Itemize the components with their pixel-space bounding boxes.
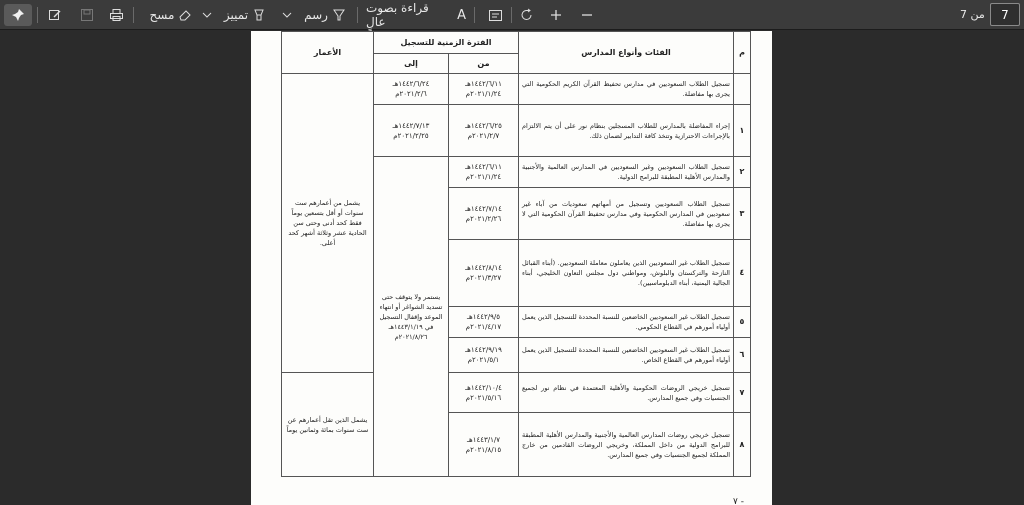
row-num: ٥ [734, 307, 751, 338]
toolbar-separator [474, 7, 475, 23]
eraser-icon [178, 8, 192, 22]
save-button[interactable] [76, 4, 98, 26]
draw-button[interactable] [300, 4, 350, 26]
row-from-date: ١٤٤٢/٦/٢٥هـ ٢٠٢١/٢/٧م [449, 105, 519, 157]
highlight-button[interactable] [219, 4, 271, 26]
registration-schedule-table [281, 31, 751, 477]
view-mode-button[interactable] [484, 4, 506, 26]
row-num: ٣ [734, 188, 751, 240]
row-category: تسجيل خريجي الروضات الحكومية والأهلية المعتمدة في نظام نور لجميع الجنسيات وفي جميع المدارس. [519, 373, 734, 413]
row-to-date: ١٤٤٢/٧/١٣هـ ٢٠٢١/٢/٢٥م [374, 105, 449, 157]
header-from: من [449, 54, 519, 74]
row-from-date: ١٤٤٢/٧/١٤هـ ٢٠٢١/٢/٢٦م [449, 188, 519, 240]
row-num: ٦ [734, 338, 751, 373]
pen-icon [332, 8, 346, 22]
row-category: تسجيل الطلاب غير السعوديين الذين يعاملون معاملة السعوديين. (أبناء القبائل النازحة والتركستان والبلوش، ومواطني دول مجلس التعاون الخليجي، أبناء الجالية اليمنية، أبناء الدبلوماسيين). [519, 240, 734, 307]
row-category: تسجيل الطلاب السعوديين وغير السعوديين في المدارس العالمية والأجنبية والمدارس الأهلية المطبقة للبرامج الدولية. [519, 157, 734, 188]
printer-icon [109, 8, 124, 22]
row-from-date: ١٤٤٢/٦/١١هـ ٢٠٢١/١/٢٤م [449, 74, 519, 105]
toolbar-separator [357, 7, 358, 23]
highlight-dropdown[interactable] [200, 4, 214, 26]
zoom-out-button[interactable] [576, 4, 598, 26]
chevron-down-icon [202, 12, 212, 18]
header-period: الفترة الزمنية للتسجيل [374, 32, 519, 54]
table-row [282, 373, 751, 413]
read-aloud-button[interactable] [366, 1, 466, 29]
toolbar-separator [133, 7, 134, 23]
row-num: ٨ [734, 413, 751, 477]
highlighter-icon [252, 8, 266, 22]
text-note-icon [48, 8, 62, 22]
print-button[interactable] [105, 4, 127, 26]
toolbar-separator [511, 7, 512, 23]
row-category: تسجيل الطلاب غير السعوديين الخاضعين للنسبة المحددة للتسجيل الذين يعمل أولياء أمورهم في القطاع الخاص. [519, 338, 734, 373]
pdf-page [251, 31, 772, 505]
erase-button[interactable] [146, 4, 196, 26]
plus-icon [550, 9, 562, 21]
row-from-date: ١٤٤٢/٩/٥هـ ٢٠٢١/٤/١٧م [449, 307, 519, 338]
pin-toolbar-button[interactable] [4, 4, 32, 26]
page-count-label: من 7 [960, 8, 985, 21]
row-num: ٢ [734, 157, 751, 188]
row-from-date: ١٤٤٣/١/٧هـ ٢٠٢١/٨/١٥م [449, 413, 519, 477]
minus-icon [581, 9, 593, 21]
add-text-button[interactable] [44, 4, 66, 26]
row-from-date: ١٤٤٢/٨/١٤هـ ٢٠٢١/٣/٢٧م [449, 240, 519, 307]
page-number-input[interactable]: 7 [990, 3, 1020, 26]
rotate-icon [520, 8, 534, 22]
row-from-date: ١٤٤٢/١٠/٤هـ ٢٠٢١/٥/١٦م [449, 373, 519, 413]
row-from-date: ١٤٤٢/٩/١٩هـ ٢٠٢١/٥/١م [449, 338, 519, 373]
draw-dropdown[interactable] [280, 4, 294, 26]
row-category: تسجيل الطلاب السعوديين وتسجيل من أمهاتهم سعوديات من آباء غير سعوديين في المدارس الحكومية وفي مدارس تحفيظ القرآن الحكومية التي لا يجرى بها مفاضلة. [519, 188, 734, 240]
header-num: م [734, 32, 751, 74]
reader-toolbar [0, 0, 1024, 30]
header-to: إلى [374, 54, 449, 74]
toolbar-separator [37, 7, 38, 23]
text-size-icon: A [457, 7, 466, 23]
draw-label: رسم [304, 8, 328, 22]
row-num: ١ [734, 105, 751, 157]
rotate-button[interactable] [516, 4, 538, 26]
header-category: الفئات وأنواع المدارس [519, 32, 734, 74]
erase-label: مسح [149, 8, 175, 22]
pin-icon [11, 8, 25, 22]
highlight-label: تمييز [223, 8, 249, 22]
header-ages: الأعمار [282, 32, 374, 74]
page-number-mark: ٧ - [733, 497, 744, 505]
row-from-date: ١٤٤٢/٦/١١هـ ٢٠٢١/١/٢٤م [449, 157, 519, 188]
row-num: ٧ [734, 373, 751, 413]
chevron-down-icon [282, 12, 292, 18]
age-note-primary: يشمل من أعمارهم ست سنوات أو أقل بتسعين يوماً فقط كحد أدنى وحتى سن الحادية عشر وثلاثة أشهر كحد أعلى. [282, 74, 374, 373]
row-num: ٤ [734, 240, 751, 307]
row-category: إجراء المفاضلة بالمدارس للطلاب المسجلين بنظام نور على أن يتم الالتزام بالإجراءات الاحترازية وتتخذ كافة التدابير لضمان ذلك. [519, 105, 734, 157]
page-view-icon [488, 9, 503, 22]
row-category: تسجيل خريجي روضات المدارس العالمية والأجنبية والمدارس الأهلية المطبقة للبرامج الدولية من داخل المملكة، وخريجي الروضات القادمين من خارج المملكة لجميع الجنسيات وفي جميع المدارس. [519, 413, 734, 477]
continuous-registration-note: يستمر ولا يتوقف حتى تسديد الشواغر أو انتهاء الموعد وإقفال التسجيل في ١٤٤٣/١/١٩هـ ٢٠٢١/٨/٢٦م [374, 157, 449, 477]
read-aloud-label: قراءة بصوت عالٍ [366, 1, 429, 29]
zoom-in-button[interactable] [545, 4, 567, 26]
save-icon [80, 8, 94, 22]
row-to-date: ١٤٤٢/٦/٢٤هـ ٢٠٢١/٢/٦م [374, 74, 449, 105]
row-category: تسجيل الطلاب السعوديين في مدارس تحفيظ القرآن الكريم الحكومية التي يجرى بها مفاضلة. [519, 74, 734, 105]
row-category: تسجيل الطلاب غير السعوديين الخاضعين للنسبة المحددة للتسجيل الذين يعمل أولياء أمورهم في القطاع الحكومي. [519, 307, 734, 338]
table-row [282, 74, 751, 105]
row-num [734, 74, 751, 105]
age-note-kindergarten: يشمل الذين تقل أعمارهم عن ست سنوات بمائة وثمانين يوماً [282, 373, 374, 477]
